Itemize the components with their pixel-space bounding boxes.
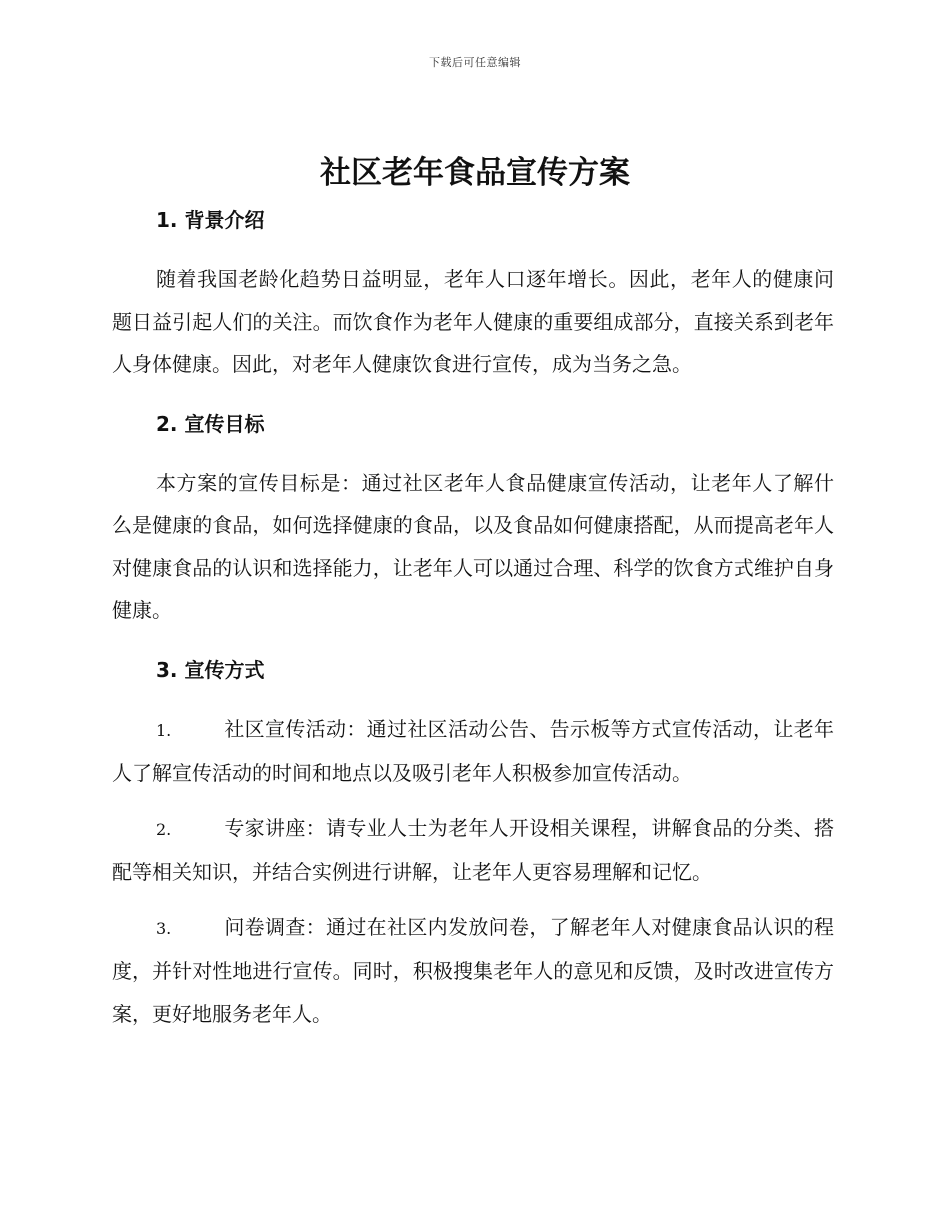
section-goals (112, 404, 834, 632)
list-item (112, 906, 834, 1036)
section-background (112, 200, 834, 386)
list-item (112, 807, 834, 894)
section-heading: 3. 宣传方式 (156, 657, 265, 682)
header-note: 下载后可任意编辑 (429, 56, 521, 69)
list-item (112, 708, 834, 795)
list-number: 3. (156, 918, 172, 938)
section-heading: 1. 背景介绍 (156, 208, 265, 232)
section-paragraph: 随着我国老龄化趋势日益明显，老年人口逐年增长。因此，老年人的健康问题日益引起人们的关注。而饮食作为老年人健康的重要组成部分，直接关系到老年人身体健康。因此，对老年人健康饮食进行宣传，成为当务之急。 (112, 267, 834, 376)
list-number: 1. (156, 720, 172, 740)
list-text: 问卷调查：通过在社区内发放问卷，了解老年人对健康食品认识的程度，并针对性地进行宣传。同时，积极搜集老年人的意见和反馈，及时改进宣传方案，更好地服务老年人。 (112, 914, 834, 1026)
document-title: 社区老年食品宣传方案 (320, 155, 630, 191)
section-paragraph: 本方案的宣传目标是：通过社区老年人食品健康宣传活动，让老年人了解什么是健康的食品，如何选择健康的食品，以及食品如何健康搭配，从而提高老年人对健康食品的认识和选择能力，让老年人可以通过合理、科学的饮食方式维护自身健康。 (112, 470, 834, 622)
section-methods (112, 650, 834, 1036)
list-text: 社区宣传活动：通过社区活动公告、告示板等方式宣传活动，让老年人了解宣传活动的时间和地点以及吸引老年人积极参加宣传活动。 (112, 716, 834, 785)
document-body (112, 200, 834, 1053)
section-heading: 2. 宣传目标 (156, 411, 265, 436)
list-number: 2. (156, 819, 172, 839)
list-text: 专家讲座：请专业人士为老年人开设相关课程，讲解食品的分类、搭配等相关知识，并结合实例进行讲解，让老年人更容易理解和记忆。 (112, 815, 834, 884)
